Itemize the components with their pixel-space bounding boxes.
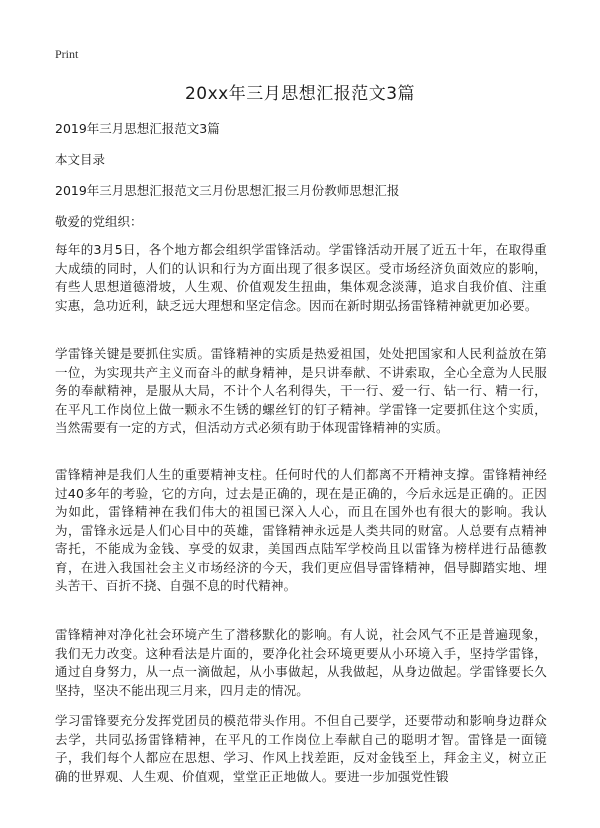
paragraph-5: 学习雷锋要充分发挥党团员的模范带头作用。不但自己要学，还要带动和影响身边群众去学，共同弘扬雷锋精神，在平凡的工作岗位上奉献自己的聪明才智。雷锋是一面镜子，我们每个人都应在思想、学习、作风上找差距，反对金钱至上，拜金主义，树立正确的世界观、人生观、价值观，堂堂正正地做人。要进一步加强党性锻	[55, 713, 547, 784]
paragraph-4: 雷锋精神对净化社会环境产生了潜移默化的影响。有人说，社会风气不正是普遍现象，我们无力改变。这种看法是片面的，要净化社会环境更要从小环境入手，坚持学雷锋，通过自身努力，从一点一滴做起，从小事做起，从我做起，从身边做起。学雷锋要长久坚持，坚决不能出现三月来，四月走的情况。	[55, 627, 547, 698]
paragraph-1: 每年的3月5日，各个地方都会组织学雷锋活动。学雷锋活动开展了近五十年，在取得重大成绩的同时，人们的认识和行为方面出现了很多误区。受市场经济负面效应的影响，有些人思想道德滑坡，人生观、价值观发生扭曲，集体观念淡薄，追求自我价值、注重实惠，急功近利，缺乏远大理想和坚定信念。因而在新时期弘扬雷锋精神就更加必要。	[55, 242, 547, 313]
document-title: 20xx年三月思想汇报范文3篇	[184, 84, 416, 104]
paragraph-2: 学雷锋关键是要抓住实质。雷锋精神的实质是热爱祖国，处处把国家和人民利益放在第一位，为实现共产主义而奋斗的献身精神，是只讲奉献、不讲索取，全心全意为人民服务的奉献精神，是服从大局，不计个人名利得失，干一行、爱一行、钻一行、精一行，在平凡工作岗位上做一颗永不生锈的螺丝钉的钉子精神。学雷锋一定要抓住这个实质，当然需要有一定的方式，但活动方式必须有助于体现雷锋精神的实质。	[55, 346, 547, 435]
print-label: Print	[55, 47, 79, 61]
paragraph-3: 雷锋精神是我们人生的重要精神支柱。任何时代的人们都离不开精神支撑。雷锋精神经过40多年的考验，它的方向，过去是正确的，现在是正确的，今后永远是正确的。正因为如此，雷锋精神在我们伟大的祖国已深入人心，而且在国外也有很大的影响。我认为，雷锋永远是人们心目中的英雄，雷锋精神永远是人类共同的财富。人总要有点精神寄托，不能成为金钱、享受的奴隶，美国西点陆军学校尚且以雷锋为榜样进行品德教育，在进入我国社会主义市场经济的今天，我们更应倡导雷锋精神，倡导脚踏实地、埋头苦干、百折不挠、自强不息的时代精神。	[55, 467, 547, 593]
document-subtitle: 2019年三月思想汇报范文3篇	[55, 121, 220, 136]
toc-heading: 本文目录	[55, 152, 106, 167]
toc-line: 2019年三月思想汇报范文三月份思想汇报三月份教师思想汇报	[55, 183, 400, 198]
salutation: 敬爱的党组织：	[55, 214, 143, 229]
